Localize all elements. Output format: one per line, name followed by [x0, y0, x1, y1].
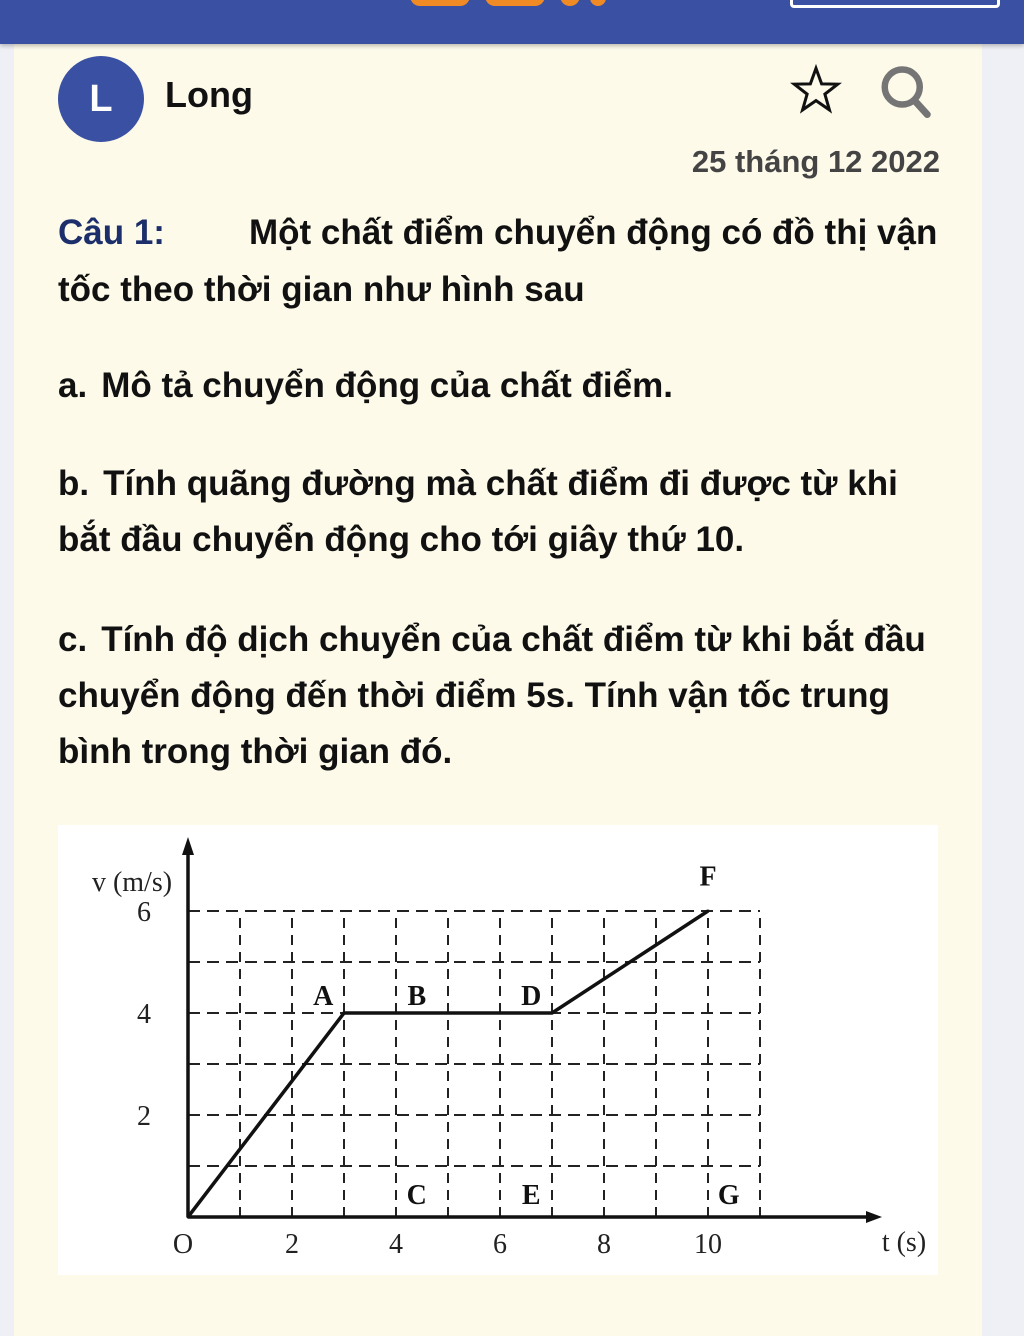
- y-tick-label: 2: [137, 1101, 151, 1132]
- point-label-c: C: [406, 1180, 427, 1212]
- data-point: [187, 1216, 190, 1219]
- site-logo[interactable]: [410, 0, 610, 6]
- y-axis-label: v (m/s): [91, 867, 173, 898]
- question-card: [14, 44, 982, 1336]
- star-icon[interactable]: [790, 64, 842, 116]
- origin-label: O: [172, 1229, 194, 1260]
- data-point: [551, 1012, 554, 1015]
- search-icon[interactable]: [876, 62, 936, 122]
- point-label-a: A: [313, 981, 334, 1013]
- item-label: b.: [58, 464, 90, 503]
- point-label-e: E: [521, 1180, 541, 1212]
- chart-labels: [92, 861, 926, 1260]
- avatar[interactable]: L: [58, 56, 144, 142]
- chart-svg: [58, 825, 938, 1275]
- data-point: [343, 1012, 346, 1015]
- header-action-button[interactable]: [790, 0, 1000, 8]
- y-tick-label: 4: [137, 999, 151, 1030]
- point-label-b: B: [407, 981, 427, 1013]
- question-item-c: [58, 612, 938, 780]
- x-tick-label: 6: [493, 1229, 507, 1260]
- y-axis-arrow: [182, 837, 194, 855]
- question-item-b: [58, 456, 938, 568]
- data-point: [707, 910, 710, 913]
- chart-grid: [188, 911, 760, 1217]
- x-tick-label: 4: [389, 1229, 403, 1260]
- top-navigation-bar: [0, 0, 1024, 44]
- x-axis-label: t (s): [881, 1227, 927, 1258]
- item-label: c.: [58, 620, 88, 659]
- question-title: [58, 204, 938, 318]
- question-number: Câu 1:: [58, 213, 165, 252]
- item-label: a.: [58, 366, 88, 405]
- post-date: 25 tháng 12 2022: [691, 144, 940, 179]
- point-label-d: D: [521, 981, 542, 1013]
- item-text: Tính quãng đường mà chất điểm đi được từ khi bắt đầu chuyển động cho tới giây thứ 10.: [58, 464, 898, 559]
- x-axis-arrow: [866, 1211, 882, 1223]
- question-text: Một chất điểm chuyển động có đồ thị vận tốc theo thời gian như hình sau: [58, 213, 938, 309]
- x-tick-label: 10: [694, 1229, 722, 1260]
- item-text: Mô tả chuyển động của chất điểm.: [101, 366, 673, 405]
- x-tick-label: 2: [285, 1229, 299, 1260]
- author-name[interactable]: Long: [165, 74, 253, 115]
- question-item-a: [58, 358, 938, 414]
- item-text: Tính độ dịch chuyển của chất điểm từ khi bắt đầu chuyển động đến thời điểm 5s. Tính vận tốc trung bình trong thời gian đó.: [58, 620, 926, 771]
- y-tick-label: 6: [137, 897, 151, 928]
- point-label-g: G: [717, 1180, 740, 1212]
- velocity-time-chart: [58, 825, 938, 1275]
- point-label-f: F: [699, 861, 717, 893]
- x-tick-label: 8: [597, 1229, 611, 1260]
